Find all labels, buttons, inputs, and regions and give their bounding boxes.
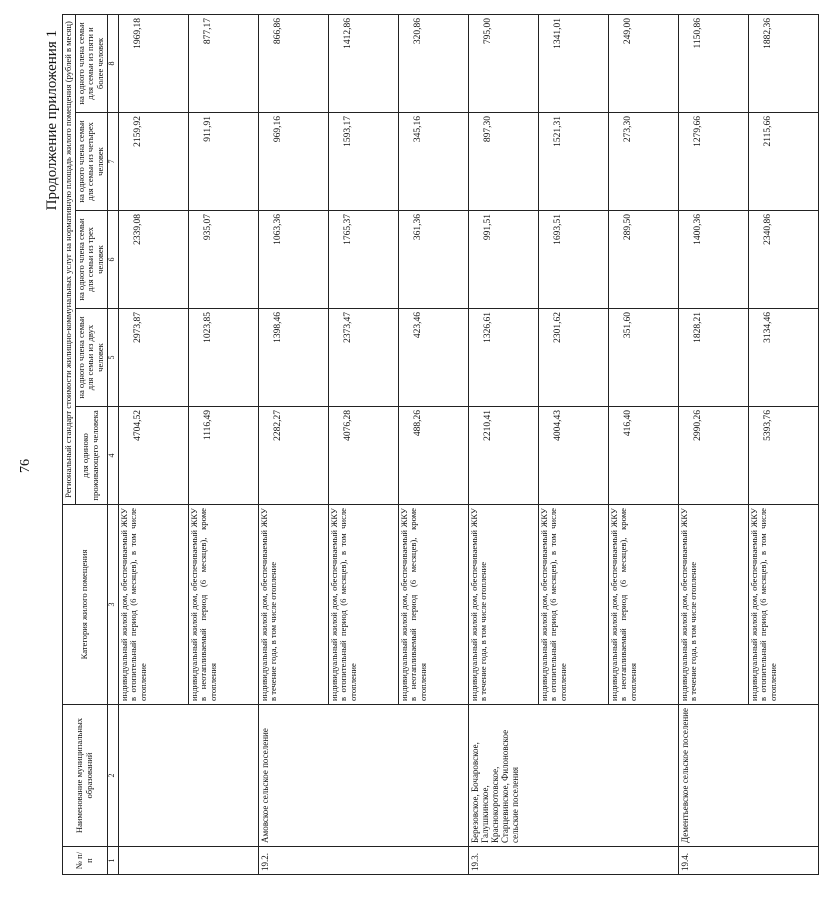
column-number: 2 xyxy=(107,705,118,847)
column-number: 3 xyxy=(107,505,118,705)
value-cell: 2340,86 xyxy=(748,211,818,309)
table-row xyxy=(468,14,538,874)
column-number: 4 xyxy=(107,407,118,505)
value-cell: 2159,92 xyxy=(118,113,188,211)
value-cell: 4004,43 xyxy=(538,407,608,505)
value-cell: 1521,31 xyxy=(538,113,608,211)
value-cell: 911,91 xyxy=(188,113,258,211)
value-cell: 320,86 xyxy=(398,14,468,112)
row-code: 19.4. xyxy=(678,847,818,875)
row-category: индивидуальный жилой дом, обеспечиваемый ЖКУ в неотапливаемый период (6 месяцев), кроме отопления xyxy=(608,505,678,705)
value-cell: 2282,27 xyxy=(258,407,328,505)
page-number: 76 xyxy=(18,459,33,473)
value-cell: 2210,41 xyxy=(468,407,538,505)
value-cell: 1063,36 xyxy=(258,211,328,309)
value-cell: 1279,66 xyxy=(678,113,748,211)
value-cell: 969,16 xyxy=(258,113,328,211)
header-sub-3: на одного члена семьи для семьи из трех человек xyxy=(75,211,107,309)
value-cell: 361,36 xyxy=(398,211,468,309)
value-cell: 351,60 xyxy=(608,309,678,407)
column-number: 1 xyxy=(107,847,118,875)
row-category: индивидуальный жилой дом, обеспечиваемый ЖКУ в отопительный период (6 месяцев), в том числе отопление xyxy=(328,505,398,705)
value-cell: 795,00 xyxy=(468,14,538,112)
continuation-heading: Продолжение приложения 1 xyxy=(44,30,60,211)
value-cell: 1593,17 xyxy=(328,113,398,211)
value-cell: 4704,52 xyxy=(118,407,188,505)
row-code: 19.2. xyxy=(258,847,468,875)
header-category: Категория жилого помещения xyxy=(63,505,108,705)
value-cell: 1765,37 xyxy=(328,211,398,309)
column-number: 7 xyxy=(107,113,118,211)
value-cell: 877,17 xyxy=(188,14,258,112)
value-cell: 2990,26 xyxy=(678,407,748,505)
row-category: индивидуальный жилой дом, обеспечиваемый ЖКУ в течение года, в том числе отопление xyxy=(678,505,748,705)
value-cell: 866,86 xyxy=(258,14,328,112)
value-cell: 249,00 xyxy=(608,14,678,112)
value-cell: 1398,46 xyxy=(258,309,328,407)
value-cell: 273,30 xyxy=(608,113,678,211)
row-code xyxy=(118,847,258,875)
value-cell: 289,50 xyxy=(608,211,678,309)
value-cell: 1326,61 xyxy=(468,309,538,407)
row-category: индивидуальный жилой дом, обеспечиваемый ЖКУ в отопительный период (6 месяцев), в том числе отопление xyxy=(118,505,188,705)
value-cell: 3134,46 xyxy=(748,309,818,407)
value-cell: 1882,36 xyxy=(748,14,818,112)
value-cell: 1828,21 xyxy=(678,309,748,407)
header-sub-5: на одного члена семьи для семьи из пяти и более человек xyxy=(75,14,107,112)
row-municipality: Дементьевское сельское поселение xyxy=(678,705,818,847)
value-cell: 416,40 xyxy=(608,407,678,505)
row-municipality: Амовское сельское поселение xyxy=(258,705,468,847)
value-cell: 1412,86 xyxy=(328,14,398,112)
value-cell: 2339,08 xyxy=(118,211,188,309)
table-row xyxy=(118,14,188,874)
value-cell: 1400,36 xyxy=(678,211,748,309)
row-category: индивидуальный жилой дом, обеспечиваемый ЖКУ в неотапливаемый период (6 месяцев), кроме отопления xyxy=(188,505,258,705)
value-cell: 345,16 xyxy=(398,113,468,211)
value-cell: 991,51 xyxy=(468,211,538,309)
header-num: № п/п xyxy=(63,847,108,875)
value-cell: 1969,18 xyxy=(118,14,188,112)
value-cell: 1693,51 xyxy=(538,211,608,309)
standards-table xyxy=(62,14,819,875)
row-category: индивидуальный жилой дом, обеспечиваемый ЖКУ в течение года, в том числе отопление xyxy=(468,505,538,705)
value-cell: 935,07 xyxy=(188,211,258,309)
row-category: индивидуальный жилой дом, обеспечиваемый ЖКУ в неотапливаемый период (6 месяцев), кроме отопления xyxy=(398,505,468,705)
value-cell: 488,26 xyxy=(398,407,468,505)
value-cell: 2973,87 xyxy=(118,309,188,407)
value-cell: 2115,66 xyxy=(748,113,818,211)
table-row xyxy=(258,14,328,874)
row-code: 19.3. xyxy=(468,847,678,875)
row-category: индивидуальный жилой дом, обеспечиваемый ЖКУ в отопительный период (6 месяцев), в том числе отопление xyxy=(538,505,608,705)
value-cell: 897,30 xyxy=(468,113,538,211)
value-cell: 423,46 xyxy=(398,309,468,407)
value-cell: 5393,76 xyxy=(748,407,818,505)
table-row xyxy=(678,14,748,874)
row-municipality xyxy=(118,705,258,847)
header-sub-1: для одиноко проживающего человека xyxy=(75,407,107,505)
value-cell: 2373,47 xyxy=(328,309,398,407)
column-number: 8 xyxy=(107,14,118,112)
value-cell: 1150,86 xyxy=(678,14,748,112)
value-cell: 1023,85 xyxy=(188,309,258,407)
header-municipality: Наименование муниципальных образований xyxy=(63,705,108,847)
row-category: индивидуальный жилой дом, обеспечиваемый ЖКУ в течение года, в том числе отопление xyxy=(258,505,328,705)
value-cell: 4076,28 xyxy=(328,407,398,505)
header-sub-2: на одного члена семьи для семьи из двух человек xyxy=(75,309,107,407)
header-sub-4: на одного члена семьи для семьи из четырех человек xyxy=(75,113,107,211)
value-cell: 1341,01 xyxy=(538,14,608,112)
column-number: 5 xyxy=(107,309,118,407)
row-category: индивидуальный жилой дом, обеспечиваемый ЖКУ в отопительный период (6 месяцев), в том числе отопление xyxy=(748,505,818,705)
value-cell: 2301,62 xyxy=(538,309,608,407)
value-cell: 1116,49 xyxy=(188,407,258,505)
header-standard-group: Региональный стандарт стоимости жилищно-коммунальных услуг на нормативную площадь жилого помещения (рублей в месяц) xyxy=(63,14,76,504)
row-municipality: Березовское, Бочаровское, Галушкинское, Краснокоротовское, Старцевинское, Филоновское сельские поселения xyxy=(468,705,678,847)
column-number: 6 xyxy=(107,211,118,309)
